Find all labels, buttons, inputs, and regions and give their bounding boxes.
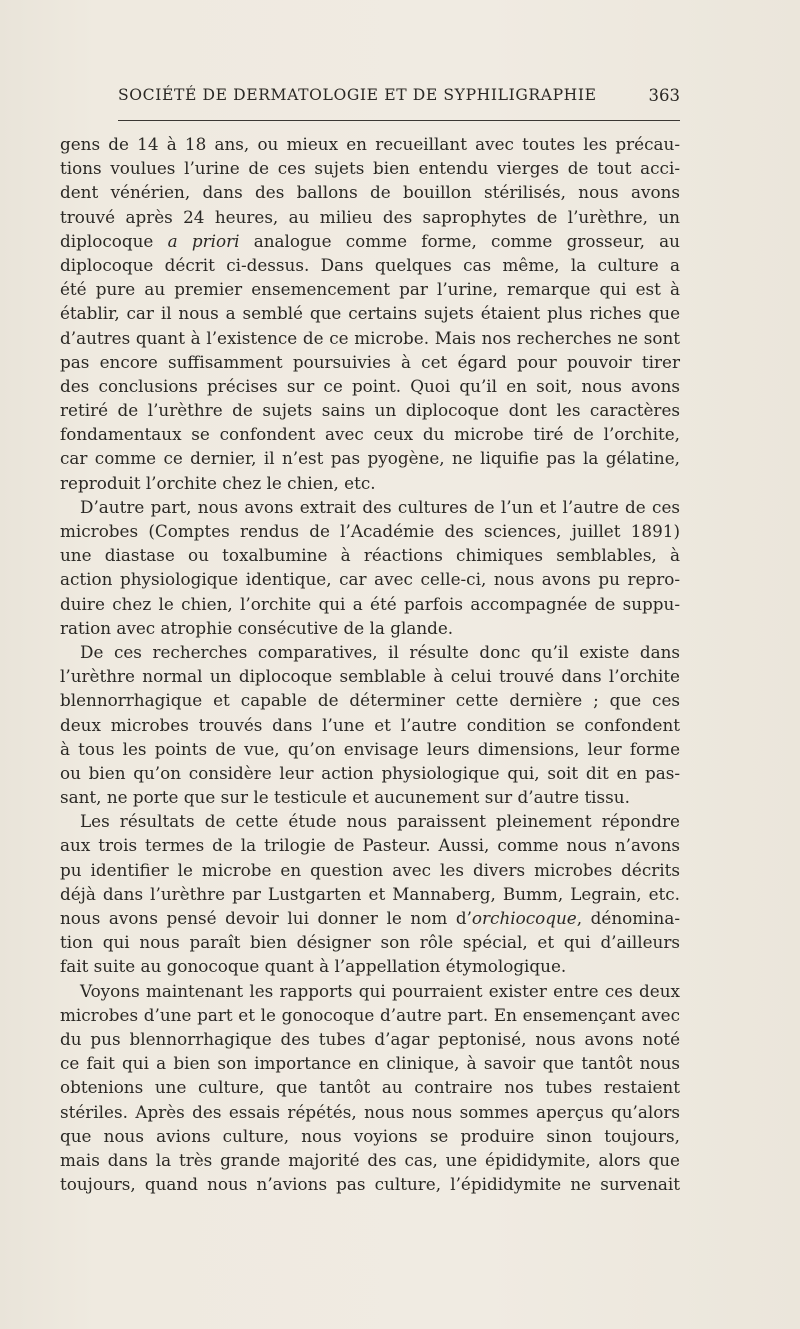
- text-line: une diastase ou toxalbumine à réactions chimiques semblables, à: [60, 545, 680, 566]
- text-line: diplocoque a priori analogue comme forme, comme grosseur, au: [60, 230, 680, 251]
- text-line: aux trois termes de la trilogie de Pasteur. Aussi, comme nous n’avons: [60, 835, 680, 856]
- text-line: à tous les points de vue, qu’on envisage leurs dimensions, leur forme: [60, 738, 680, 759]
- text-line: reproduit l’orchite chez le chien, etc.: [60, 472, 376, 493]
- text-line: blennorrhagique et capable de déterminer cette dernière ; que ces: [60, 690, 680, 711]
- text-line: ration avec atrophie consécutive de la glande.: [60, 617, 454, 638]
- text-line: ou bien qu’on considère leur action physiologique qui, soit dit en pas-: [60, 762, 680, 783]
- text-line: été pure au premier ensemencement par l’urine, remarque qui est à: [60, 279, 680, 300]
- text-line: obtenions une culture, que tantôt au contraire nos tubes restaient: [60, 1077, 680, 1098]
- text-line: pu identifier le microbe en question avec les divers microbes décrits: [60, 859, 680, 880]
- text-line: toujours, quand nous n’avions pas culture, l’épididymite ne survenait: [60, 1174, 680, 1195]
- text-line: gens de 14 à 18 ans, ou mieux en recueillant avec toutes les précau-: [60, 134, 680, 154]
- text-line: trouvé après 24 heures, au milieu des saprophytes de l’urèthre, un: [60, 206, 680, 227]
- text-line: ce fait qui a bien son importance en clinique, à savoir que tantôt nous: [60, 1053, 680, 1074]
- text-line: Les résultats de cette étude nous paraissent pleinement répondre: [80, 811, 680, 832]
- italic-term: orchiocoque: [471, 908, 577, 928]
- text-line: que nous avions culture, nous voyions se produire sinon toujours,: [60, 1125, 680, 1146]
- text-line: d’autres quant à l’existence de ce microbe. Mais nos recherches ne sont: [60, 327, 680, 348]
- running-head: SOCIÉTÉ DE DERMATOLOGIE ET DE SYPHILIGRAPHIE: [118, 86, 597, 104]
- text-line: action physiologique identique, car avec celle-ci, nous avons pu repro-: [60, 569, 680, 590]
- text-line: De ces recherches comparatives, il résulte donc qu’il existe dans: [80, 641, 680, 662]
- text-line: établir, car il nous a semblé que certains sujets étaient plus riches que: [60, 303, 680, 324]
- text-line: mais dans la très grande majorité des cas, une épididymite, alors que: [60, 1149, 680, 1170]
- text-line: fondamentaux se confondent avec ceux du microbe tiré de l’orchite,: [60, 424, 680, 445]
- text-line: des conclusions précises sur ce point. Quoi qu’il en soit, nous avons: [60, 375, 680, 396]
- text-line: tion qui nous paraît bien désigner son rôle spécial, et qui d’ailleurs: [60, 932, 680, 953]
- text-line: retiré de l’urèthre de sujets sains un diplocoque dont les caractères: [60, 400, 680, 421]
- text-line: diplocoque décrit ci-dessus. Dans quelques cas même, la culture a: [60, 254, 680, 275]
- text-line: du pus blennorrhagique des tubes d’agar peptonisé, nous avons noté: [60, 1028, 680, 1049]
- text-line: sant, ne porte que sur le testicule et aucunement sur d’autre tissu.: [60, 787, 630, 808]
- text-line: déjà dans l’urèthre par Lustgarten et Mannaberg, Bumm, Legrain, etc.: [60, 883, 680, 904]
- italic-phrase: a priori: [167, 230, 240, 251]
- body-text: [60, 132, 680, 1196]
- text-line: fait suite au gonocoque quant à l’appellation étymologique.: [60, 956, 567, 977]
- text-line: dent vénérien, dans des ballons de bouillon stérilisés, nous avons: [60, 182, 680, 203]
- text-line: l’urèthre normal un diplocoque semblable à celui trouvé dans l’orchite: [60, 666, 680, 687]
- text-line: microbes (Comptes rendus de l’Académie des sciences, juillet 1891): [60, 521, 680, 541]
- text-line: duire chez le chien, l’orchite qui a été parfois accompagnée de suppu-: [60, 593, 680, 614]
- text-line: pas encore suffisamment poursuivies à cet égard pour pouvoir tirer: [60, 351, 680, 372]
- text-line: stériles. Après des essais répétés, nous nous sommes aperçus qu’alors: [60, 1101, 680, 1122]
- text-line: tions voulues l’urine de ces sujets bien entendu vierges de tout acci-: [60, 158, 680, 179]
- text-line: D’autre part, nous avons extrait des cultures de l’un et l’autre de ces: [80, 496, 680, 517]
- text-line: nous avons pensé devoir lui donner le nom d’orchiocoque, dénomina-: [60, 908, 680, 928]
- page-number: 363: [648, 86, 680, 105]
- text-line: car comme ce dernier, il n’est pas pyogène, ne liquifie pas la gélatine,: [60, 448, 680, 469]
- text-line: deux microbes trouvés dans l’une et l’autre condition se confondent: [60, 714, 680, 735]
- header-rule: [118, 120, 680, 121]
- text-line: microbes d’une part et le gonocoque d’autre part. En ensemençant avec: [60, 1004, 680, 1025]
- text-line: Voyons maintenant les rapports qui pourraient exister entre ces deux: [80, 980, 680, 1001]
- page-header: [118, 86, 680, 110]
